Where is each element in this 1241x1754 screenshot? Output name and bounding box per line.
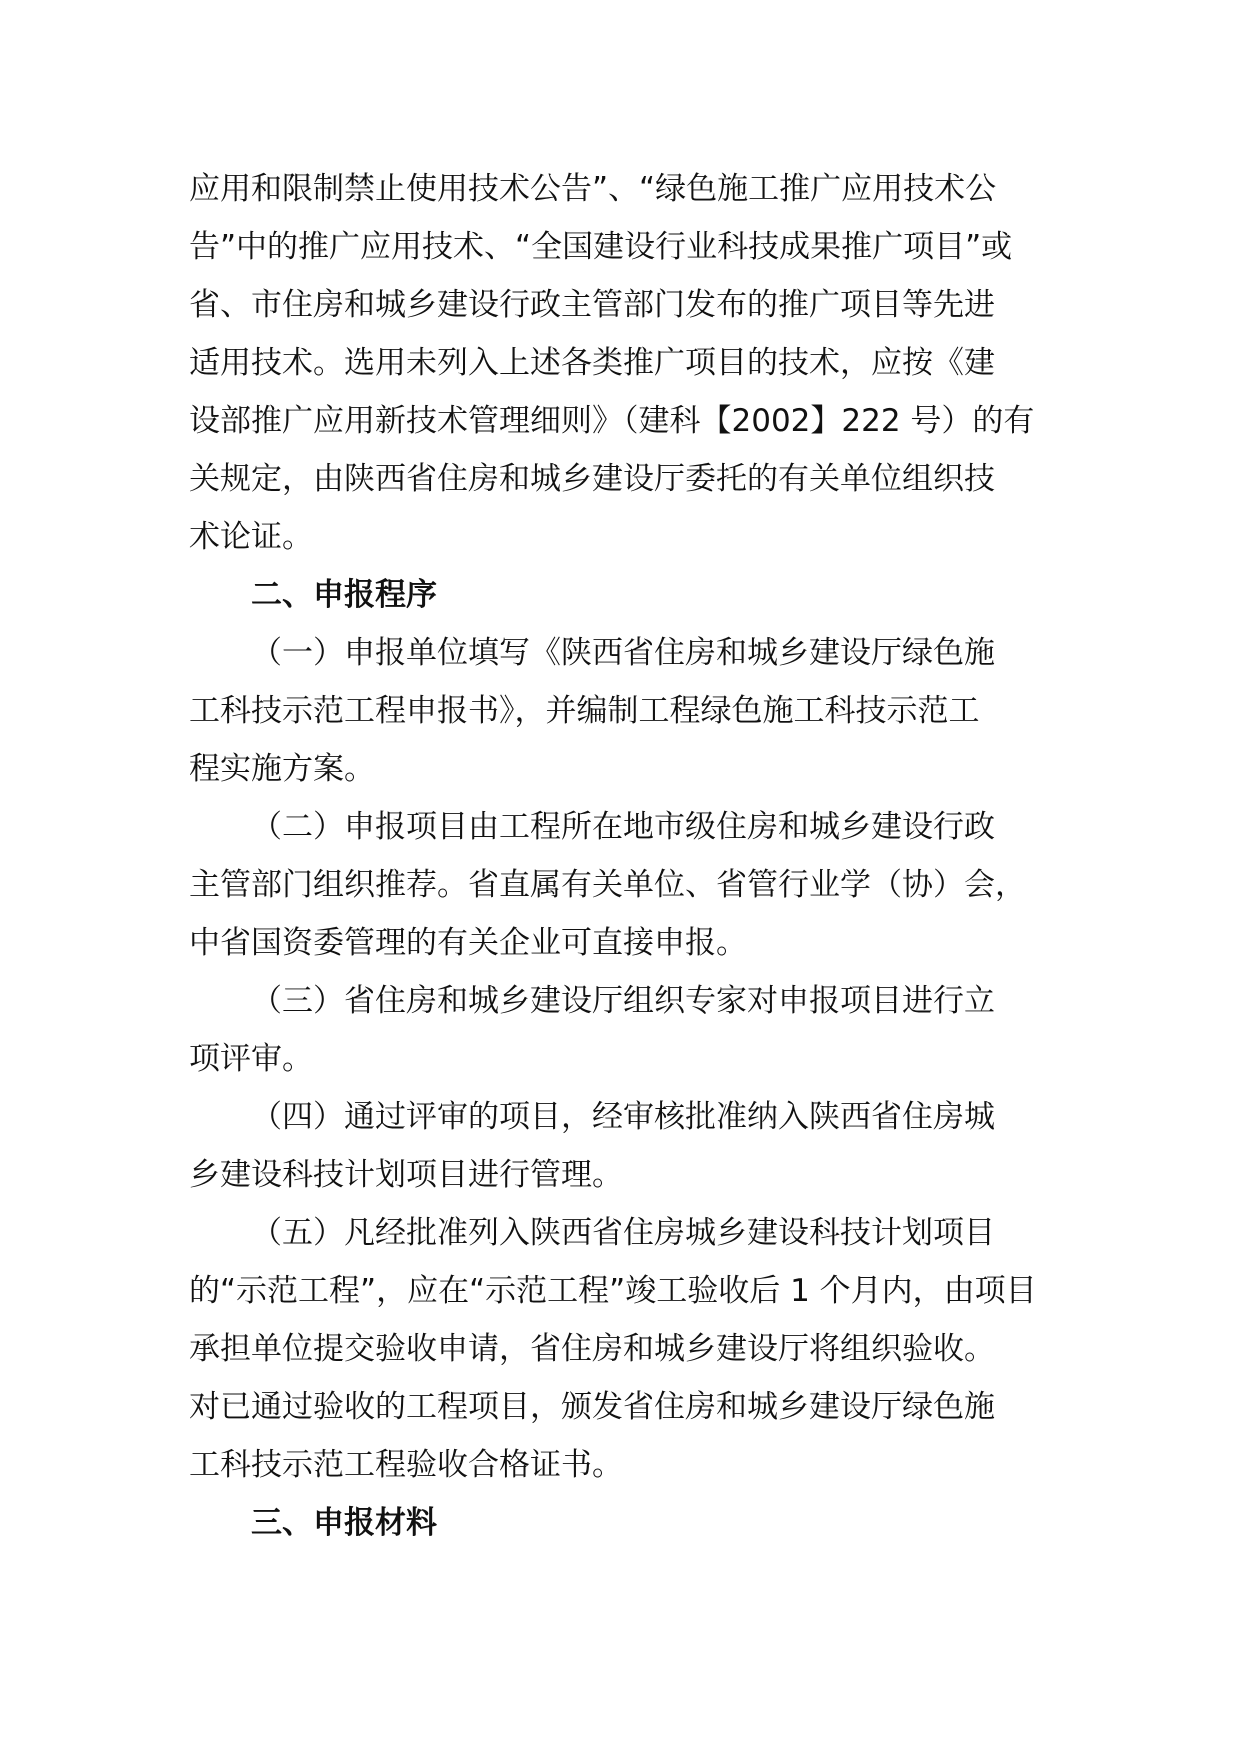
text-line: （五）凡经批准列入陕西省住房城乡建设科技计划项目 xyxy=(251,1215,995,1251)
text-line: 应用和限制禁止使用技术公告”、“绿色施工推广应用技术公 xyxy=(189,171,997,207)
text-line: 主管部门组织推荐。省直属有关单位、省管行业学（协）会， xyxy=(189,867,1026,903)
text-line: （四）通过评审的项目，经审核批准纳入陕西省住房城 xyxy=(251,1099,995,1135)
text-line: 术论证。 xyxy=(189,519,313,555)
text-line: 工科技示范工程申报书》，并编制工程绿色施工科技示范工 xyxy=(189,693,980,729)
section-heading: 二、申报程序 xyxy=(251,577,437,613)
text-line: 省、市住房和城乡建设行政主管部门发布的推广项目等先进 xyxy=(189,287,995,323)
text-line: 程实施方案。 xyxy=(189,751,375,787)
text-line: 工科技示范工程验收合格证书。 xyxy=(189,1447,623,1483)
text-line: （二）申报项目由工程所在地市级住房和城乡建设行政 xyxy=(251,809,995,845)
text-line: 承担单位提交验收申请，省住房和城乡建设厅将组织验收。 xyxy=(189,1331,995,1367)
text-line: 的“示范工程”，应在“示范工程”竣工验收后 1 个月内，由项目 xyxy=(189,1273,1037,1309)
text-line: 适用技术。选用未列入上述各类推广项目的技术，应按《建 xyxy=(189,345,995,381)
text-line: 对已通过验收的工程项目，颁发省住房和城乡建设厅绿色施 xyxy=(189,1389,995,1425)
text-line: （三）省住房和城乡建设厅组织专家对申报项目进行立 xyxy=(251,983,995,1019)
section-heading: 三、申报材料 xyxy=(251,1505,437,1541)
text-line: 中省国资委管理的有关企业可直接申报。 xyxy=(189,925,747,961)
text-line: 关规定，由陕西省住房和城乡建设厅委托的有关单位组织技 xyxy=(189,461,995,497)
text-line: 乡建设科技计划项目进行管理。 xyxy=(189,1157,623,1193)
text-line: 设部推广应用新技术管理细则》（建科【2002】222 号）的有 xyxy=(189,403,1035,439)
document-body xyxy=(189,160,1059,1552)
text-line: 项评审。 xyxy=(189,1041,313,1077)
text-line: 告”中的推广应用技术、“全国建设行业科技成果推广项目”或 xyxy=(189,229,1013,265)
text-line: （一）申报单位填写《陕西省住房和城乡建设厅绿色施 xyxy=(251,635,995,671)
